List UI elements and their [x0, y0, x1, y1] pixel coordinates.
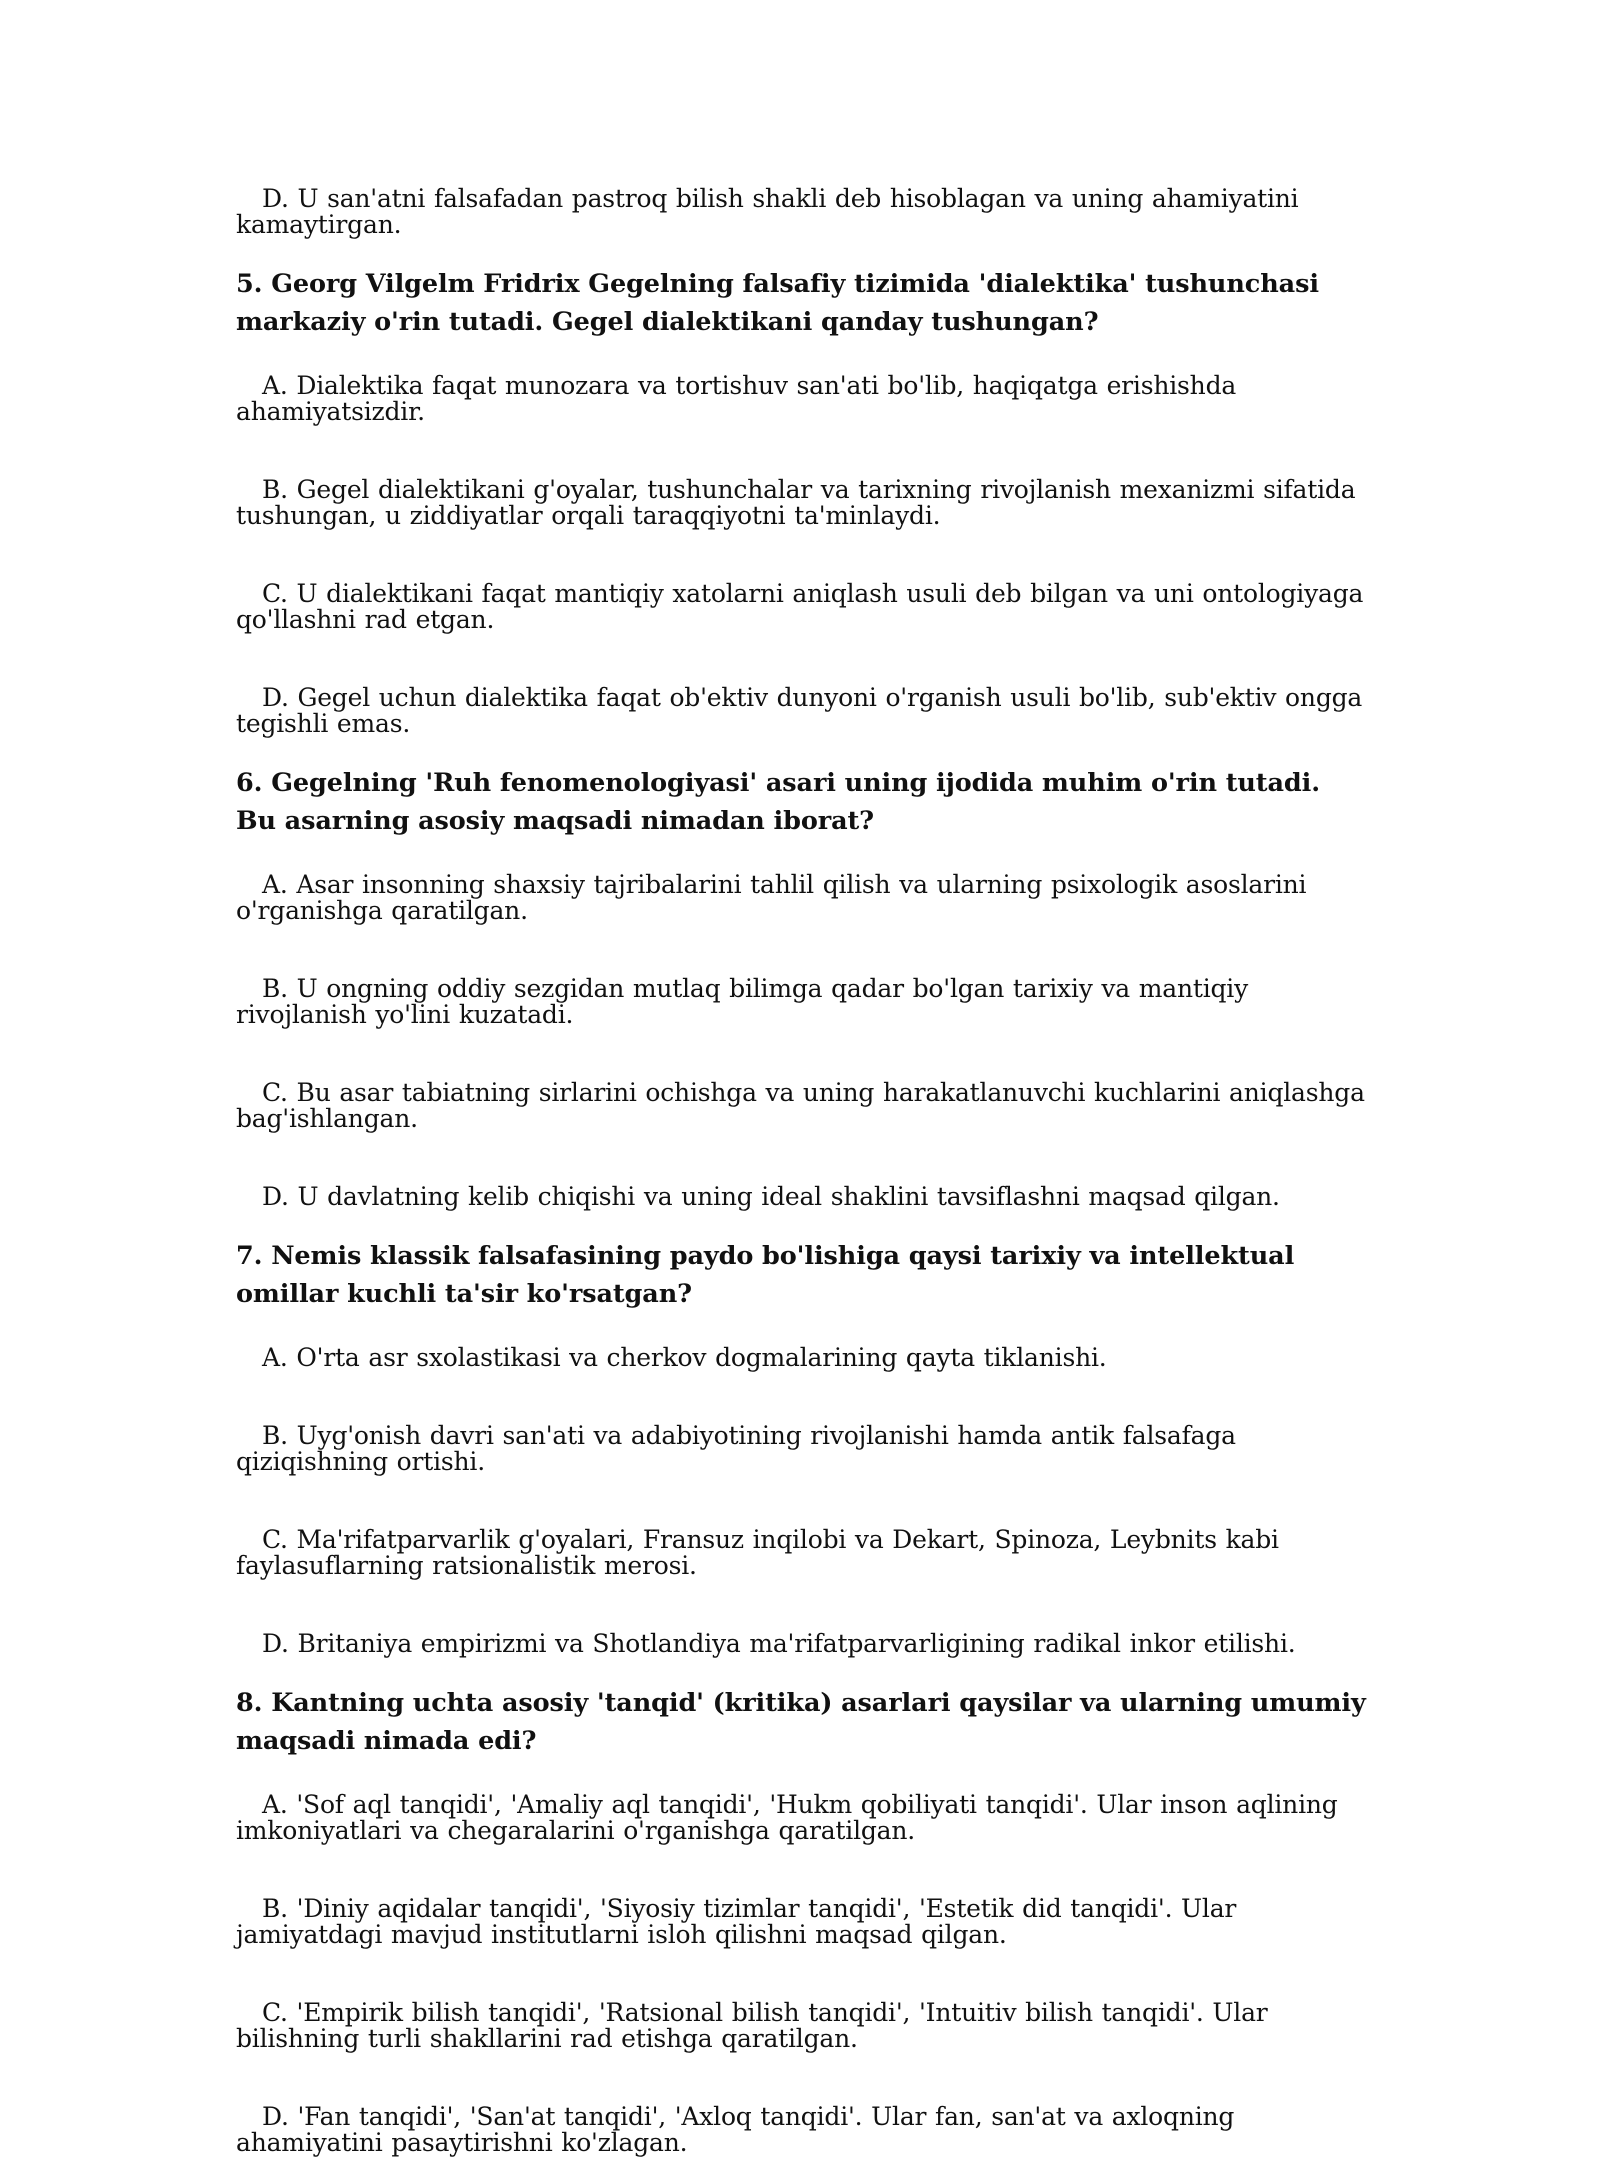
answer-option: A. Asar insonning shaxsiy tajribalarini tahlil qilish va ularning psixologik asoslarini o'rganishga qaratilgan.	[236, 870, 1307, 925]
answer-option: A. O'rta asr sxolastikasi va cherkov dogmalarining qayta tiklanishi.	[262, 1343, 1107, 1372]
answer-option: B. Uyg'onish davri san'ati va adabiyotining rivojlanishi hamda antik falsafaga qiziqishning ortishi.	[236, 1421, 1236, 1476]
answer-option: C. U dialektikani faqat mantiqiy xatolarni aniqlash usuli deb bilgan va uni ontologiyaga qo'llashni rad etgan.	[236, 579, 1364, 634]
answer-option: D. U san'atni falsafadan pastroq bilish shakli deb hisoblagan va uning ahamiyatini kamaytirgan.	[236, 184, 1299, 239]
answer-option: B. Gegel dialektikani g'oyalar, tushunchalar va tarixning rivojlanish mexanizmi sifatida tushungan, u ziddiyatlar orqali taraqqiyotni ta'minlaydi.	[236, 475, 1356, 530]
answer-option: C. Bu asar tabiatning sirlarini ochishga va uning harakatlanuvchi kuchlarini aniqlashga bag'ishlangan.	[236, 1078, 1365, 1133]
question-6: 6. Gegelning 'Ruh fenomenologiyasi' asari uning ijodida muhim o'rin tutadi. Bu asarning asosiy maqsadi nimadan iborat?	[236, 768, 1321, 836]
answer-option: D. U davlatning kelib chiqishi va uning ideal shaklini tavsiflashni maqsad qilgan.	[262, 1182, 1280, 1211]
answer-option: C. 'Empirik bilish tanqidi', 'Ratsional bilish tanqidi', 'Intuitiv bilish tanqidi'. Ular bilishning turli shakllarini rad etishga qaratilgan.	[236, 1998, 1268, 2053]
answer-option: D. Britaniya empirizmi va Shotlandiya ma'rifatparvarligining radikal inkor etilishi.	[262, 1629, 1296, 1658]
question-5: 5. Georg Vilgelm Fridrix Gegelning falsafiy tizimida 'dialektika' tushunchasi markaziy o'rin tutadi. Gegel dialektikani qanday tushungan?	[236, 269, 1319, 337]
document-content	[236, 186, 1366, 2183]
answer-option: D. Gegel uchun dialektika faqat ob'ektiv dunyoni o'rganish usuli bo'lib, sub'ektiv ongga tegishli emas.	[236, 683, 1363, 738]
answer-option: A. Dialektika faqat munozara va tortishuv san'ati bo'lib, haqiqatga erishishda ahamiyatsizdir.	[236, 371, 1237, 426]
answer-option: B. U ongning oddiy sezgidan mutlaq bilimga qadar bo'lgan tarixiy va mantiqiy rivojlanish yo'lini kuzatadi.	[236, 974, 1249, 1029]
question-7: 7. Nemis klassik falsafasining paydo bo'lishiga qaysi tarixiy va intellektual omillar kuchli ta'sir ko'rsatgan?	[236, 1241, 1295, 1309]
answer-option: D. 'Fan tanqidi', 'San'at tanqidi', 'Axloq tanqidi'. Ular fan, san'at va axloqning ahamiyatini pasaytirishni ko'zlagan.	[236, 2102, 1235, 2157]
answer-option: C. Ma'rifatparvarlik g'oyalari, Fransuz inqilobi va Dekart, Spinoza, Leybnits kabi faylasuflarning ratsionalistik merosi.	[236, 1525, 1279, 1580]
answer-option: B. 'Diniy aqidalar tanqidi', 'Siyosiy tizimlar tanqidi', 'Estetik did tanqidi'. Ular jamiyatdagi mavjud institutlarni isloh qilishni maqsad qilgan.	[236, 1894, 1237, 1949]
answer-option: A. 'Sof aql tanqidi', 'Amaliy aql tanqidi', 'Hukm qobiliyati tanqidi'. Ular inson aqlining imkoniyatlari va chegaralarini o'rganishga qaratilgan.	[236, 1790, 1338, 1845]
question-8: 8. Kantning uchta asosiy 'tanqid' (kritika) asarlari qaysilar va ularning umumiy maqsadi nimada edi?	[236, 1688, 1366, 1756]
